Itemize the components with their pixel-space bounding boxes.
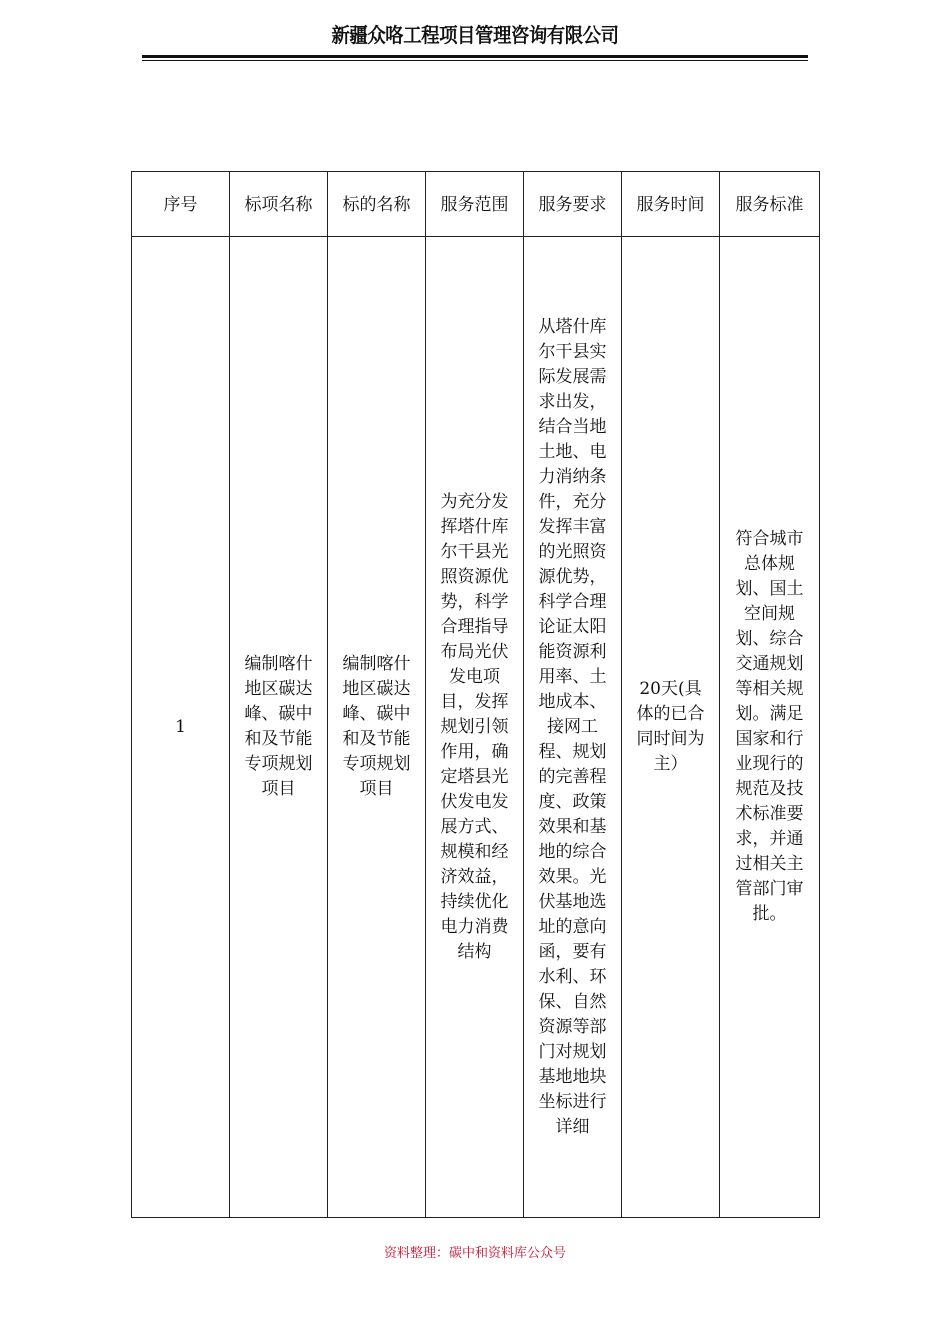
cell-subject-name: 编制喀什地区碳达峰、碳中和及节能专项规划项目: [328, 237, 426, 1218]
cell-item-name: 编制喀什地区碳达峰、碳中和及节能专项规划项目: [230, 237, 328, 1218]
column-header-scope: 服务范围: [426, 172, 524, 237]
column-header-subject-name: 标的名称: [328, 172, 426, 237]
service-spec-table: [131, 171, 820, 1218]
header-rule-thin: [142, 60, 808, 61]
header-rule-thick: [142, 55, 808, 58]
cell-index: 1: [132, 237, 230, 1218]
cell-standard: 符合城市总体规划、国土空间规划、综合交通规划等相关规划。满足国家和行业现行的规范及技术标准要求，并通过相关主管部门审批。: [720, 237, 820, 1218]
cell-scope: 为充分发挥塔什库尔干县光照资源优势，科学合理指导布局光伏发电项目，发挥规划引领作用，确定塔县光伏发电发展方式、规模和经济效益，持续优化电力消费结构: [426, 237, 524, 1218]
cell-requirements: 从塔什库尔干县实际发展需求出发，结合当地土地、电力消纳条件，充分发挥丰富的光照资源优势，科学合理论证太阳能资源利用率、土地成本、接网工程、规划的完善程度、政策效果和基地的综合效果。光伏基地选址的意向函，要有水利、环保、自然资源等部门对规划基地地块坐标进行详细: [524, 237, 622, 1218]
column-header-index: 序号: [132, 172, 230, 237]
column-header-standard: 服务标准: [720, 172, 820, 237]
cell-duration: 20天(具体的已合同时间为主）: [622, 237, 720, 1218]
column-header-duration: 服务时间: [622, 172, 720, 237]
company-name: 新疆众咯工程项目管理咨询有限公司: [331, 23, 619, 47]
table-row: [132, 237, 820, 1218]
column-header-item-name: 标项名称: [230, 172, 328, 237]
table-header-row: [132, 172, 820, 237]
footer-source-note: 资料整理：碳中和资料库公众号: [383, 1246, 566, 1261]
page-header: [142, 18, 808, 62]
column-header-requirements: 服务要求: [524, 172, 622, 237]
